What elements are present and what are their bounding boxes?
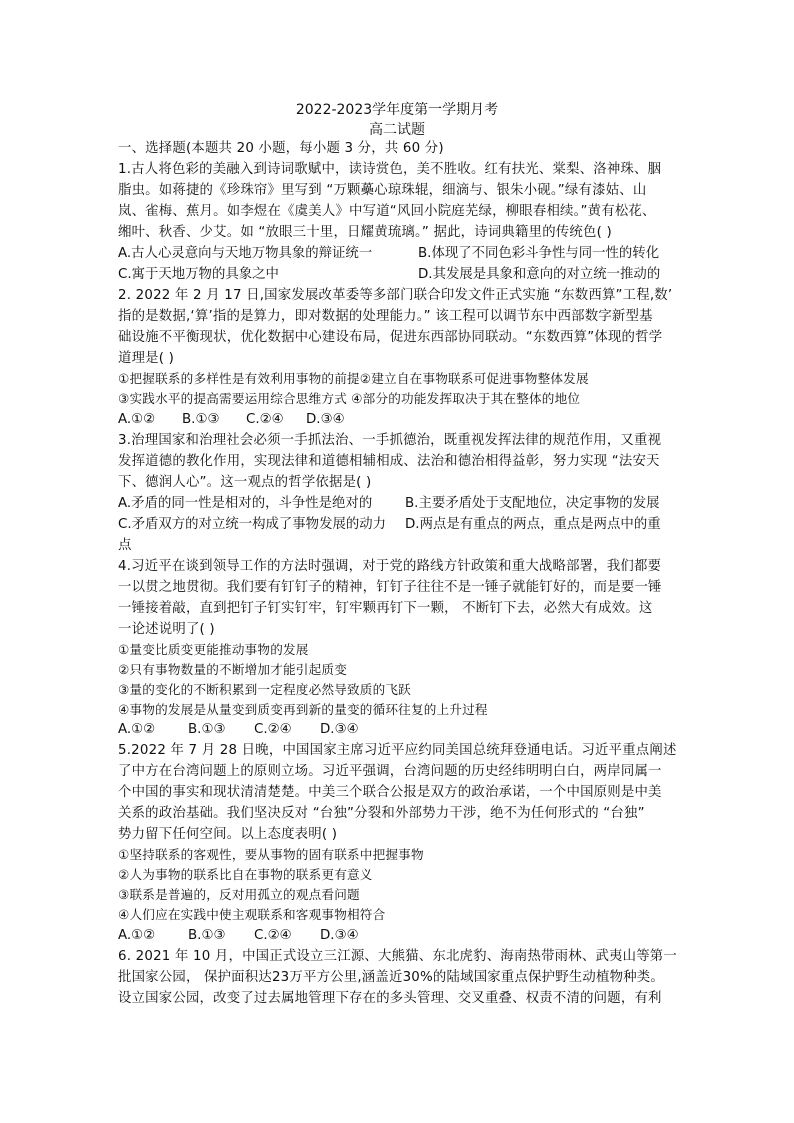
- q2-line-4: 道理是( ): [118, 351, 175, 366]
- q3-option-b: B.主要矛盾处于支配地位，决定事物的发展: [405, 496, 660, 511]
- q4-line-1: 4.习近平在谈到领导工作的方法时强调，对于党的路线方针政策和重大战略部署，我们都要: [118, 559, 662, 574]
- q5-line-2: 了中方在台湾问题上的原则立场。习近平强调，台湾问题的历史经纬明明白白，两岸同属一: [118, 764, 662, 779]
- q4-statement-2: ②只有事物数量的不断增加才能引起质变: [118, 662, 347, 677]
- q4-option-b: B.①③: [188, 722, 226, 737]
- q6-line-2: 批国家公园， 保护面积达23万平方公里,涵盖近30%的陆域国家重点保护野生动植物种类。: [118, 970, 664, 985]
- q5-option-c: C.②④: [254, 928, 292, 943]
- q1-line-2: 脂虫。如蒋捷的《珍珠帘》里写到 “万颗蘽心琼珠辊，细滴与、银朱小砚。”绿有漆姑、山: [118, 183, 647, 198]
- q4-statement-3: ③量的变化的不断积累到一定程度必然导致质的飞跃: [118, 682, 411, 697]
- exam-subtitle: 高二试题: [369, 122, 425, 138]
- q3-line-1: 3.治理国家和治理社会必须一手抓法治、一手抓德治，既重视发挥法律的规范作用，又重视: [118, 433, 662, 448]
- q4-option-c: C.②④: [254, 722, 292, 737]
- q6-line-3: 设立国家公园，改变了过去属地管理下存在的多头管理、交叉重叠、权责不清的问题，有利: [118, 991, 662, 1006]
- q2-option-c: C.②④: [246, 412, 284, 427]
- q4-statement-1: ①量变比质变更能推动事物的发展: [118, 642, 309, 657]
- q3-option-d-wrap: 点: [118, 538, 132, 553]
- q5-line-1: 5.2022 年 7 月 28 日晚，中国国家主席习近平应约同美国总统拜登通电话。习近平重点阐述: [118, 743, 677, 758]
- q4-line-4: 一论述说明了( ): [118, 622, 215, 637]
- q2-option-d: D.③④: [306, 412, 345, 427]
- q5-line-5: 势力留下任何空间。以上态度表明( ): [118, 827, 338, 842]
- q2-statement-row-1: ①把握联系的多样性是有效利用事物的前提②建立自在事物联系可促进事物整体发展: [118, 371, 589, 386]
- q2-statement-row-2: ③实践水平的提高需要运用综合思维方式 ④部分的功能发挥取决于其在整体的地位: [118, 391, 581, 406]
- q2-line-2: 指的是数据,‘算’指的是算力，即对数据的处理能力。” 该工程可以调节东中西部数字新型基: [118, 309, 653, 324]
- q5-option-d: D.③④: [320, 928, 359, 943]
- q4-line-2: 一以贯之地贯彻。我们要有钉钉子的精神，钉钉子往往不是一锤子就能钉好的，而是要一锤: [118, 580, 662, 595]
- q1-option-a: A.古人心灵意向与天地万物具象的辩证统一: [118, 246, 373, 261]
- section-heading: 一、选择题(本题共 20 小题，每小题 3 分，共 60 分): [118, 141, 444, 156]
- exam-title: 2022-2023学年度第一学期月考: [295, 102, 499, 118]
- q3-line-3: 下、德润人心”。这一观点的哲学依据是( ): [118, 475, 372, 490]
- q1-line-3: 岚、雀梅、蕉月。如李煜在《虞美人》中写道“风回小院庭芜绿，柳眼春相续。”黄有松花、: [118, 204, 656, 219]
- q3-option-a: A.矛盾的同一性是相对的，斗争性是绝对的: [118, 496, 373, 511]
- q5-option-b: B.①③: [188, 928, 226, 943]
- q1-option-c: C.寓于天地万物的具象之中: [118, 267, 279, 282]
- q1-option-b: B.体现了不同色彩斗争性与同一性的转化: [418, 246, 660, 261]
- q5-line-4: 关系的政治基础。我们坚决反对 “台独”分裂和外部势力干涉，绝不为任何形式的 “台独”: [118, 806, 645, 821]
- q5-option-a: A.①②: [118, 928, 156, 943]
- q2-option-b: B.①③: [182, 412, 220, 427]
- q4-option-a: A.①②: [118, 722, 156, 737]
- q5-statement-2: ②人为事物的联系比自在事物的联系更有意义: [118, 867, 373, 882]
- q1-line-1: 1.古人将色彩的美融入到诗词歌赋中，读诗赏色，美不胜收。红有扶光、棠梨、洛神珠、胭: [118, 162, 662, 177]
- q5-line-3: 个中国的事实和现状清清楚楚。中美三个联合公报是双方的政治承诺，一个中国原则是中美: [118, 785, 662, 800]
- q1-line-4: 缃叶、秋香、少艾。如 “放眼三十里，日耀黄琉璃。” 据此，诗词典籍里的传统色( ): [118, 225, 612, 240]
- q2-line-3: 础设施不平衡现状，优化数据中心建设布局，促进东西部协同联动。“东数西算”体现的哲学: [118, 330, 663, 345]
- q5-statement-1: ①坚持联系的客观性，要从事物的固有联系中把握事物: [118, 847, 424, 862]
- q5-statement-3: ③联系是普遍的，反对用孤立的观点看问题: [118, 887, 360, 902]
- q1-option-d: D.其发展是具象和意向的对立统一推动的: [418, 267, 661, 282]
- q5-statement-4: ④人们应在实践中使主观联系和客观事物相符合: [118, 907, 386, 922]
- q3-option-c: C.矛盾双方的对立统一构成了事物发展的动力: [118, 517, 387, 532]
- q2-line-1: 2. 2022 年 2 月 17 日,国家发展改革委等多部门联合印发文件正式实施 “东数西算”工程,数’: [118, 288, 673, 303]
- q6-line-1: 6. 2021 年 10 月，中国正式设立三江源、大熊猫、东北虎豹、海南热带雨林、武夷山等第一: [118, 949, 677, 964]
- q3-option-d: D.两点是有重点的两点，重点是两点中的重: [405, 517, 661, 532]
- q4-statement-4: ④事物的发展是从量变到质变再到新的量变的循环往复的上升过程: [118, 702, 488, 717]
- q2-option-a: A.①②: [118, 412, 156, 427]
- q4-option-d: D.③④: [320, 722, 359, 737]
- q4-line-3: 一锤接着敲，直到把钉子钉实钉牢，钉牢颗再钉下一颗， 不断钉下去，必然大有成效。这: [118, 601, 653, 616]
- q3-line-2: 发挥道德的教化作用，实现法律和道德相辅相成、法治和德治相得益彰，努力实现 “法安天: [118, 454, 660, 469]
